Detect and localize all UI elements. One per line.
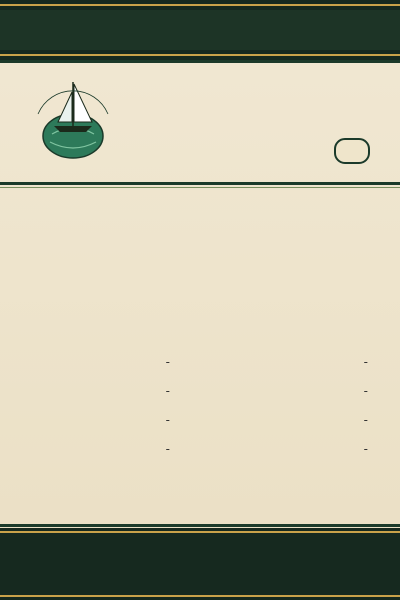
series-line	[128, 137, 378, 165]
ornament-border-icon	[0, 0, 400, 60]
author-item	[20, 434, 170, 463]
top-ornament-band	[0, 0, 400, 60]
dash-icon: -	[363, 383, 368, 398]
dash-icon: -	[363, 412, 368, 427]
dash-icon: -	[363, 354, 368, 369]
author-item	[218, 405, 368, 434]
author-item	[20, 405, 170, 434]
dash-icon: -	[165, 441, 170, 456]
author-item	[218, 347, 368, 376]
authors-left-column	[20, 347, 170, 463]
bottom-rule	[0, 524, 400, 527]
mid-rule	[0, 182, 400, 185]
dash-icon: -	[165, 354, 170, 369]
mid-rule-thin	[0, 187, 400, 188]
ornament-border-icon	[0, 528, 400, 600]
author-item	[20, 376, 170, 405]
authors-right-column	[218, 347, 368, 463]
top-rule	[0, 60, 400, 63]
ship-globe-logo-icon	[30, 74, 116, 166]
dash-icon: -	[363, 441, 368, 456]
author-item	[20, 347, 170, 376]
author-item	[218, 434, 368, 463]
series-number-badge	[334, 138, 370, 164]
bottom-ornament-band	[0, 528, 400, 600]
author-item	[218, 376, 368, 405]
dash-icon: -	[165, 412, 170, 427]
dash-icon: -	[165, 383, 170, 398]
